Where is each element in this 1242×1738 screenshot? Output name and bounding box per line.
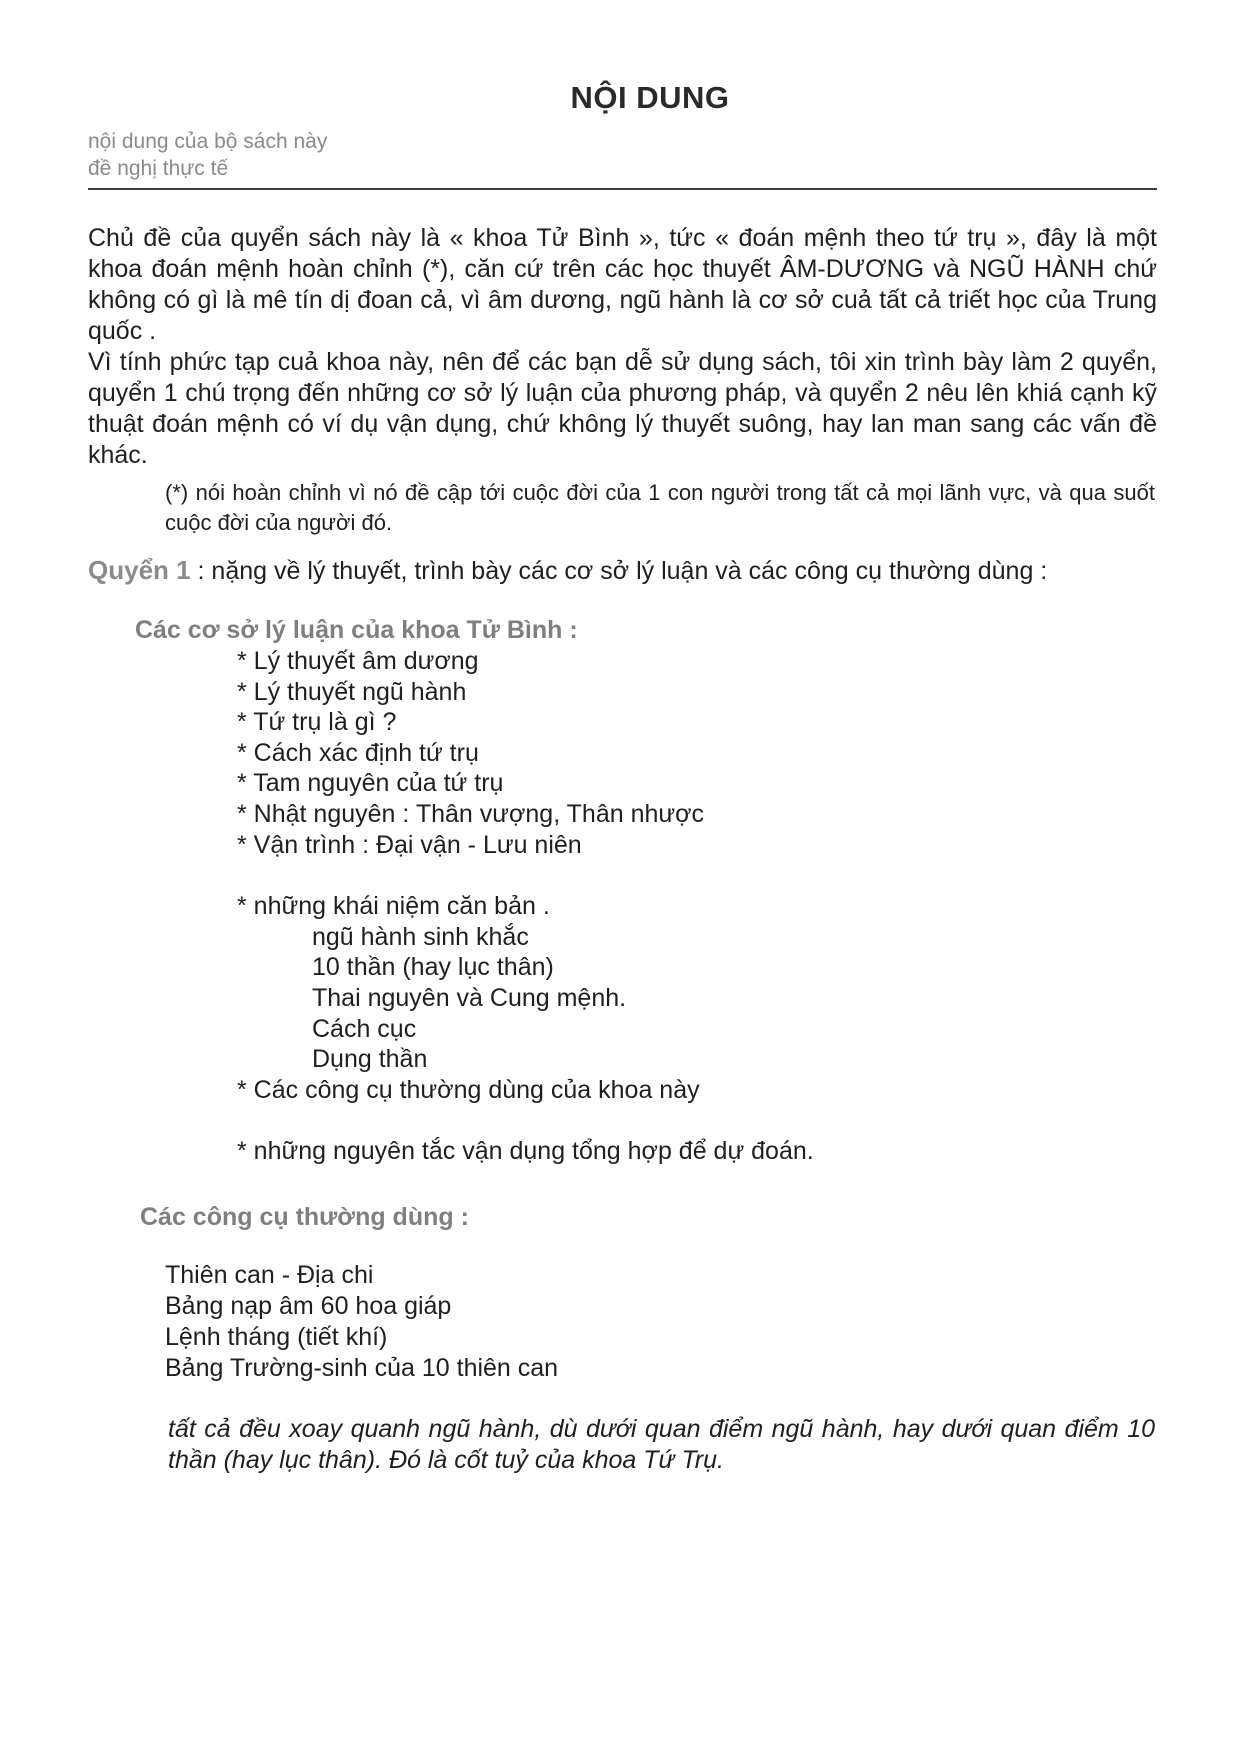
toc-item: * Lý thuyết âm dương	[237, 647, 479, 675]
toc-item-concepts: * những khái niệm căn bản .	[237, 892, 550, 921]
intro-paragraph-1: Chủ đề của quyển sách này là « khoa Tử Bình », tức « đoán mệnh theo tứ trụ », đây là một khoa đoán mệnh hoàn chỉnh (*), căn cứ trên các học thuyết ÂM-DƯƠNG và NGŨ HÀNH chứ không có gì là mê tín dị đoan cả, vì âm dương, ngũ hành là cơ sở cuả tất cả triết học của Trung quốc .	[88, 224, 1157, 345]
toc-item-tools: * Các công cụ thường dùng của khoa này	[237, 1075, 700, 1104]
toc-item-principles: * những nguyên tắc vận dụng tổng hợp để dự đoán.	[237, 1137, 814, 1166]
toc-sub-item: Dụng thần	[312, 1045, 428, 1074]
tools-list	[165, 1260, 1157, 1384]
toc-item: * Lý thuyết ngũ hành	[237, 677, 467, 706]
horizontal-divider	[88, 188, 1157, 190]
intro-paragraph-2: Vì tính phức tạp cuả khoa này, nên để các bạn dễ sử dụng sách, tôi xin trình bày làm 2 quyển, quyển 1 chú trọng đến những cơ sở lý luận của phương pháp, và quyển 2 nêu lên khiá cạnh kỹ thuật đoán mệnh có ví dụ vận dụng, chứ không lý thuyết suông, hay lan man sang các vấn đề khác.	[88, 348, 1157, 469]
footnote: (*) nói hoàn chỉnh vì nó đề cập tới cuộc đời của 1 con người trong tất cả mọi lãnh vực, và qua suốt cuộc đời của người đó.	[165, 480, 1155, 535]
closing-note: tất cả đều xoay quanh ngũ hành, dù dưới quan điểm ngũ hành, hay dưới quan điểm 10 thần (hay lục thân). Đó là cốt tuỷ của khoa Tứ Trụ.	[168, 1414, 1155, 1474]
margin-note-line-1: nội dung của bộ sách này	[88, 130, 328, 153]
book1-summary-line	[88, 554, 1157, 588]
toc-sub-item: Thai nguyên và Cung mệnh.	[312, 983, 627, 1012]
book1-summary: : nặng về lý thuyết, trình bày các cơ sở lý luận và các công cụ thường dùng :	[190, 557, 1048, 585]
toc-sub-item: 10 thần (hay lục thân)	[312, 953, 554, 982]
margin-note-line-2: đề nghị thực tế	[88, 157, 229, 180]
book1-label: Quyển 1	[88, 555, 191, 585]
toc-item: * Tứ trụ là gì ?	[237, 708, 397, 737]
tool-item: Lệnh tháng (tiết khí)	[165, 1322, 388, 1351]
foundations-heading: Các cơ sở lý luận của khoa Tử Bình :	[135, 616, 578, 644]
concepts-sub-list	[312, 922, 1157, 1075]
intro-paragraphs	[88, 223, 1157, 471]
tool-item: Thiên can - Địa chi	[165, 1260, 374, 1289]
foundations-list	[237, 646, 1157, 1167]
page-title: NỘI DUNG	[570, 80, 730, 115]
toc-sub-item: Cách cục	[312, 1014, 417, 1043]
toc-sub-item: ngũ hành sinh khắc	[312, 922, 529, 951]
margin-note	[88, 128, 1157, 182]
tool-item: Bảng Trường-sinh của 10 thiên can	[165, 1353, 559, 1382]
toc-item: * Nhật nguyên : Thân vượng, Thân nhược	[237, 799, 705, 828]
tool-item: Bảng nạp âm 60 hoa giáp	[165, 1291, 452, 1320]
toc-item: * Vận trình : Đại vận - Lưu niên	[237, 830, 582, 859]
tools-heading: Các công cụ thường dùng :	[140, 1202, 469, 1231]
toc-item: * Tam nguyên của tứ trụ	[237, 769, 504, 798]
toc-item: * Cách xác định tứ trụ	[237, 738, 479, 767]
